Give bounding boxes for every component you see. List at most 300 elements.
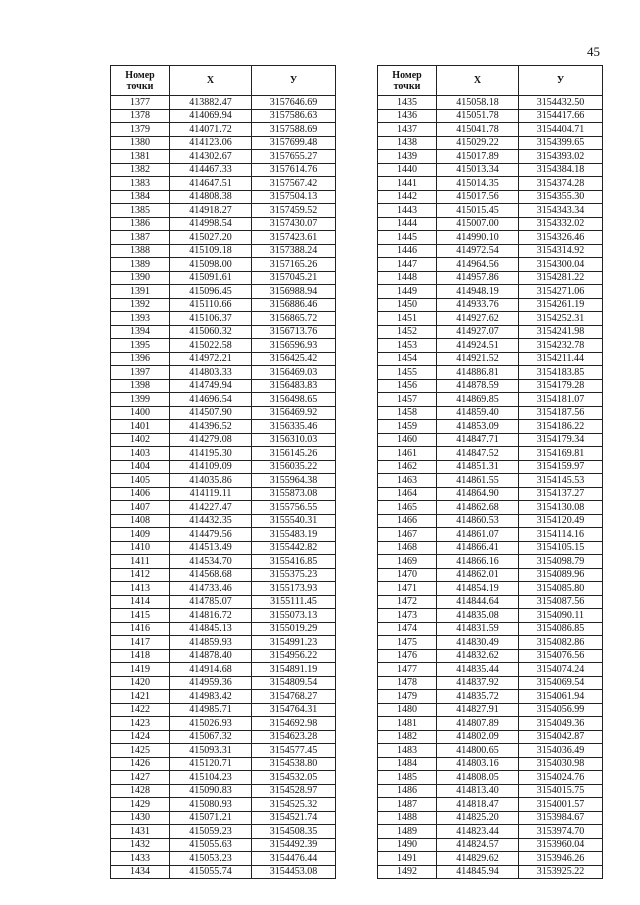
point-number-cell: 1473 (378, 609, 437, 623)
y-coordinate-cell: 3154159.97 (519, 460, 603, 474)
table-row (378, 96, 603, 110)
point-number-cell: 1399 (111, 393, 170, 407)
point-number-cell: 1383 (111, 177, 170, 191)
x-coordinate-cell: 414964.56 (437, 258, 519, 272)
y-coordinate-cell: 3157586.63 (252, 109, 336, 123)
point-number-cell: 1470 (378, 568, 437, 582)
y-coordinate-cell: 3154453.08 (252, 865, 336, 879)
x-coordinate-cell: 415058.18 (437, 96, 519, 110)
y-coordinate-cell: 3156596.93 (252, 339, 336, 353)
x-coordinate-cell: 414861.07 (437, 528, 519, 542)
x-coordinate-cell: 414864.90 (437, 487, 519, 501)
table-row (378, 190, 603, 204)
table-row (378, 852, 603, 866)
y-coordinate-cell: 3154528.97 (252, 784, 336, 798)
x-coordinate-cell: 414816.72 (170, 609, 252, 623)
x-coordinate-cell: 414195.30 (170, 447, 252, 461)
table-row (111, 798, 336, 812)
table-row (111, 352, 336, 366)
table-row (378, 771, 603, 785)
table-row (378, 312, 603, 326)
x-coordinate-cell: 415110.66 (170, 298, 252, 312)
y-coordinate-cell: 3154332.02 (519, 217, 603, 231)
y-coordinate-cell: 3154956.22 (252, 649, 336, 663)
table-row (378, 825, 603, 839)
point-number-cell: 1415 (111, 609, 170, 623)
y-coordinate-cell: 3154577.45 (252, 744, 336, 758)
y-coordinate-cell: 3157588.69 (252, 123, 336, 137)
point-number-cell: 1460 (378, 433, 437, 447)
x-coordinate-cell: 415106.37 (170, 312, 252, 326)
y-coordinate-cell: 3156145.26 (252, 447, 336, 461)
header-y: У (519, 66, 603, 96)
point-number-cell: 1420 (111, 676, 170, 690)
table-row (378, 150, 603, 164)
point-number-cell: 1380 (111, 136, 170, 150)
y-coordinate-cell: 3156713.76 (252, 325, 336, 339)
y-coordinate-cell: 3154105.15 (519, 541, 603, 555)
x-coordinate-cell: 415060.32 (170, 325, 252, 339)
y-coordinate-cell: 3156035.22 (252, 460, 336, 474)
x-coordinate-cell: 414859.93 (170, 636, 252, 650)
y-coordinate-cell: 3154061.94 (519, 690, 603, 704)
point-number-cell: 1442 (378, 190, 437, 204)
x-coordinate-cell: 415067.32 (170, 730, 252, 744)
point-number-cell: 1436 (378, 109, 437, 123)
y-coordinate-cell: 3154024.76 (519, 771, 603, 785)
point-number-cell: 1472 (378, 595, 437, 609)
point-number-cell: 1382 (111, 163, 170, 177)
table-row (378, 136, 603, 150)
table-row (378, 838, 603, 852)
y-coordinate-cell: 3154183.85 (519, 366, 603, 380)
y-coordinate-cell: 3154232.78 (519, 339, 603, 353)
x-coordinate-cell: 415051.78 (437, 109, 519, 123)
point-number-cell: 1381 (111, 150, 170, 164)
table-row (378, 177, 603, 191)
point-number-cell: 1378 (111, 109, 170, 123)
x-coordinate-cell: 415120.71 (170, 757, 252, 771)
table-row (111, 123, 336, 137)
y-coordinate-cell: 3157567.42 (252, 177, 336, 191)
x-coordinate-cell: 414813.40 (437, 784, 519, 798)
point-number-cell: 1391 (111, 285, 170, 299)
point-number-cell: 1482 (378, 730, 437, 744)
x-coordinate-cell: 414860.53 (437, 514, 519, 528)
y-coordinate-cell: 3154001.57 (519, 798, 603, 812)
point-number-cell: 1396 (111, 352, 170, 366)
x-coordinate-cell: 414513.49 (170, 541, 252, 555)
point-number-cell: 1488 (378, 811, 437, 825)
table-row (111, 501, 336, 515)
table-row (378, 730, 603, 744)
x-coordinate-cell: 414831.59 (437, 622, 519, 636)
point-number-cell: 1452 (378, 325, 437, 339)
table-row (111, 379, 336, 393)
table-row (378, 231, 603, 245)
y-coordinate-cell: 3153984.67 (519, 811, 603, 825)
y-coordinate-cell: 3154086.85 (519, 622, 603, 636)
x-coordinate-cell: 414733.46 (170, 582, 252, 596)
point-number-cell: 1446 (378, 244, 437, 258)
x-coordinate-cell: 415071.21 (170, 811, 252, 825)
x-coordinate-cell: 414918.27 (170, 204, 252, 218)
point-number-cell: 1448 (378, 271, 437, 285)
point-number-cell: 1451 (378, 312, 437, 326)
point-number-cell: 1402 (111, 433, 170, 447)
point-number-cell: 1433 (111, 852, 170, 866)
x-coordinate-cell: 414847.71 (437, 433, 519, 447)
x-coordinate-cell: 414227.47 (170, 501, 252, 515)
point-number-cell: 1431 (111, 825, 170, 839)
table-row (378, 663, 603, 677)
table-row (111, 136, 336, 150)
y-coordinate-cell: 3155111.45 (252, 595, 336, 609)
x-coordinate-cell: 415022.58 (170, 339, 252, 353)
y-coordinate-cell: 3154476.44 (252, 852, 336, 866)
point-number-cell: 1400 (111, 406, 170, 420)
point-number-cell: 1388 (111, 244, 170, 258)
coordinates-table-right (377, 65, 603, 879)
x-coordinate-cell: 414862.68 (437, 501, 519, 515)
table-row (111, 325, 336, 339)
table-row (111, 852, 336, 866)
table-row (111, 528, 336, 542)
x-coordinate-cell: 414071.72 (170, 123, 252, 137)
point-number-cell: 1410 (111, 541, 170, 555)
x-coordinate-cell: 414568.68 (170, 568, 252, 582)
point-number-cell: 1461 (378, 447, 437, 461)
table-row (111, 636, 336, 650)
point-number-cell: 1412 (111, 568, 170, 582)
table-row (111, 244, 336, 258)
y-coordinate-cell: 3154374.28 (519, 177, 603, 191)
y-coordinate-cell: 3154281.22 (519, 271, 603, 285)
y-coordinate-cell: 3154384.18 (519, 163, 603, 177)
x-coordinate-cell: 414808.38 (170, 190, 252, 204)
y-coordinate-cell: 3155540.31 (252, 514, 336, 528)
point-number-cell: 1457 (378, 393, 437, 407)
y-coordinate-cell: 3154186.22 (519, 420, 603, 434)
point-number-cell: 1411 (111, 555, 170, 569)
table-row (378, 393, 603, 407)
point-number-cell: 1386 (111, 217, 170, 231)
table-row (111, 541, 336, 555)
point-number-cell: 1429 (111, 798, 170, 812)
y-coordinate-cell: 3154145.53 (519, 474, 603, 488)
y-coordinate-cell: 3156425.42 (252, 352, 336, 366)
x-coordinate-cell: 414823.44 (437, 825, 519, 839)
y-coordinate-cell: 3154326.46 (519, 231, 603, 245)
y-coordinate-cell: 3154521.74 (252, 811, 336, 825)
table-row (378, 487, 603, 501)
table-row (111, 703, 336, 717)
y-coordinate-cell: 3154432.50 (519, 96, 603, 110)
table-row (378, 690, 603, 704)
x-coordinate-cell: 414957.86 (437, 271, 519, 285)
point-number-cell: 1474 (378, 622, 437, 636)
x-coordinate-cell: 415017.56 (437, 190, 519, 204)
x-coordinate-cell: 414479.56 (170, 528, 252, 542)
point-number-cell: 1389 (111, 258, 170, 272)
y-coordinate-cell: 3153974.70 (519, 825, 603, 839)
x-coordinate-cell: 414279.08 (170, 433, 252, 447)
table-row (378, 744, 603, 758)
x-coordinate-cell: 414866.41 (437, 541, 519, 555)
x-coordinate-cell: 414844.64 (437, 595, 519, 609)
x-coordinate-cell: 414830.49 (437, 636, 519, 650)
point-number-cell: 1408 (111, 514, 170, 528)
table-row (378, 649, 603, 663)
y-coordinate-cell: 3154074.24 (519, 663, 603, 677)
x-coordinate-cell: 414800.65 (437, 744, 519, 758)
point-number-cell: 1395 (111, 339, 170, 353)
point-number-cell: 1447 (378, 258, 437, 272)
table-row (111, 96, 336, 110)
table-row (378, 352, 603, 366)
table-row (111, 663, 336, 677)
point-number-cell: 1438 (378, 136, 437, 150)
x-coordinate-cell: 415029.22 (437, 136, 519, 150)
x-coordinate-cell: 414933.76 (437, 298, 519, 312)
point-number-cell: 1466 (378, 514, 437, 528)
y-coordinate-cell: 3154137.27 (519, 487, 603, 501)
y-coordinate-cell: 3154090.11 (519, 609, 603, 623)
table-row (111, 730, 336, 744)
table-row (378, 258, 603, 272)
point-number-cell: 1394 (111, 325, 170, 339)
header-y: У (252, 66, 336, 96)
y-coordinate-cell: 3154120.49 (519, 514, 603, 528)
point-number-cell: 1385 (111, 204, 170, 218)
x-coordinate-cell: 414985.71 (170, 703, 252, 717)
table-row (378, 366, 603, 380)
x-coordinate-cell: 414924.51 (437, 339, 519, 353)
table-row (111, 163, 336, 177)
y-coordinate-cell: 3154891.19 (252, 663, 336, 677)
table-row (111, 109, 336, 123)
y-coordinate-cell: 3156988.94 (252, 285, 336, 299)
y-coordinate-cell: 3154015.75 (519, 784, 603, 798)
point-number-cell: 1432 (111, 838, 170, 852)
table-row (378, 123, 603, 137)
y-coordinate-cell: 3156498.65 (252, 393, 336, 407)
x-coordinate-cell: 414507.90 (170, 406, 252, 420)
y-coordinate-cell: 3154525.32 (252, 798, 336, 812)
table-row (111, 771, 336, 785)
x-coordinate-cell: 414983.42 (170, 690, 252, 704)
table-row (111, 447, 336, 461)
x-coordinate-cell: 415055.74 (170, 865, 252, 879)
table-row (378, 406, 603, 420)
table-row (378, 514, 603, 528)
y-coordinate-cell: 3157423.61 (252, 231, 336, 245)
y-coordinate-cell: 3154114.16 (519, 528, 603, 542)
header-point-number: Номер точки (378, 66, 437, 96)
point-number-cell: 1491 (378, 852, 437, 866)
table-row (111, 514, 336, 528)
table-row (378, 798, 603, 812)
table-row (111, 595, 336, 609)
point-number-cell: 1421 (111, 690, 170, 704)
x-coordinate-cell: 414837.92 (437, 676, 519, 690)
header-row (111, 66, 336, 96)
point-number-cell: 1435 (378, 96, 437, 110)
x-coordinate-cell: 414432.35 (170, 514, 252, 528)
table-row (111, 406, 336, 420)
point-number-cell: 1426 (111, 757, 170, 771)
point-number-cell: 1463 (378, 474, 437, 488)
point-number-cell: 1393 (111, 312, 170, 326)
point-number-cell: 1390 (111, 271, 170, 285)
y-coordinate-cell: 3154179.28 (519, 379, 603, 393)
table-row (111, 744, 336, 758)
table-row (378, 433, 603, 447)
x-coordinate-cell: 414749.94 (170, 379, 252, 393)
y-coordinate-cell: 3154098.79 (519, 555, 603, 569)
y-coordinate-cell: 3154049.36 (519, 717, 603, 731)
x-coordinate-cell: 414878.40 (170, 649, 252, 663)
table-row (378, 501, 603, 515)
x-coordinate-cell: 414119.11 (170, 487, 252, 501)
x-coordinate-cell: 415015.45 (437, 204, 519, 218)
table-row (111, 717, 336, 731)
point-number-cell: 1401 (111, 420, 170, 434)
y-coordinate-cell: 3154179.34 (519, 433, 603, 447)
x-coordinate-cell: 414534.70 (170, 555, 252, 569)
x-coordinate-cell: 414998.54 (170, 217, 252, 231)
point-number-cell: 1419 (111, 663, 170, 677)
x-coordinate-cell: 415093.31 (170, 744, 252, 758)
point-number-cell: 1454 (378, 352, 437, 366)
point-number-cell: 1398 (111, 379, 170, 393)
x-coordinate-cell: 414878.59 (437, 379, 519, 393)
point-number-cell: 1404 (111, 460, 170, 474)
table-row (378, 757, 603, 771)
table-row (111, 609, 336, 623)
table-row (111, 865, 336, 879)
x-coordinate-cell: 414847.52 (437, 447, 519, 461)
x-coordinate-cell: 415053.23 (170, 852, 252, 866)
point-number-cell: 1486 (378, 784, 437, 798)
y-coordinate-cell: 3157646.69 (252, 96, 336, 110)
y-coordinate-cell: 3154030.98 (519, 757, 603, 771)
y-coordinate-cell: 3155964.38 (252, 474, 336, 488)
table-row (111, 811, 336, 825)
table-row (378, 636, 603, 650)
y-coordinate-cell: 3154768.27 (252, 690, 336, 704)
y-coordinate-cell: 3156483.83 (252, 379, 336, 393)
table-row (378, 271, 603, 285)
x-coordinate-cell: 414808.05 (437, 771, 519, 785)
x-coordinate-cell: 415080.93 (170, 798, 252, 812)
table-row (111, 474, 336, 488)
x-coordinate-cell: 415090.83 (170, 784, 252, 798)
table-row (378, 595, 603, 609)
x-coordinate-cell: 415026.93 (170, 717, 252, 731)
y-coordinate-cell: 3154187.56 (519, 406, 603, 420)
y-coordinate-cell: 3155756.55 (252, 501, 336, 515)
point-number-cell: 1417 (111, 636, 170, 650)
point-number-cell: 1422 (111, 703, 170, 717)
y-coordinate-cell: 3154169.81 (519, 447, 603, 461)
point-number-cell: 1492 (378, 865, 437, 879)
y-coordinate-cell: 3154404.71 (519, 123, 603, 137)
point-number-cell: 1464 (378, 487, 437, 501)
x-coordinate-cell: 414785.07 (170, 595, 252, 609)
x-coordinate-cell: 414123.06 (170, 136, 252, 150)
table-row (378, 460, 603, 474)
y-coordinate-cell: 3154042.87 (519, 730, 603, 744)
table-row (378, 339, 603, 353)
x-coordinate-cell: 415055.63 (170, 838, 252, 852)
y-coordinate-cell: 3154532.05 (252, 771, 336, 785)
point-number-cell: 1478 (378, 676, 437, 690)
table-row (378, 447, 603, 461)
table-row (111, 555, 336, 569)
point-number-cell: 1458 (378, 406, 437, 420)
point-number-cell: 1439 (378, 150, 437, 164)
x-coordinate-cell: 414914.68 (170, 663, 252, 677)
x-coordinate-cell: 414396.52 (170, 420, 252, 434)
table-body-left (111, 96, 336, 879)
y-coordinate-cell: 3154809.54 (252, 676, 336, 690)
table-row (378, 217, 603, 231)
x-coordinate-cell: 414845.94 (437, 865, 519, 879)
x-coordinate-cell: 414825.20 (437, 811, 519, 825)
x-coordinate-cell: 414862.01 (437, 568, 519, 582)
x-coordinate-cell: 414927.07 (437, 325, 519, 339)
table-row (111, 582, 336, 596)
x-coordinate-cell: 414803.16 (437, 757, 519, 771)
point-number-cell: 1418 (111, 649, 170, 663)
x-coordinate-cell: 414990.10 (437, 231, 519, 245)
table-row (111, 460, 336, 474)
table-row (111, 217, 336, 231)
x-coordinate-cell: 414927.62 (437, 312, 519, 326)
x-coordinate-cell: 415098.00 (170, 258, 252, 272)
point-number-cell: 1462 (378, 460, 437, 474)
point-number-cell: 1440 (378, 163, 437, 177)
coordinates-table-left (110, 65, 336, 879)
table-row (111, 838, 336, 852)
table-row (111, 204, 336, 218)
point-number-cell: 1475 (378, 636, 437, 650)
y-coordinate-cell: 3157388.24 (252, 244, 336, 258)
table-row (111, 177, 336, 191)
table-row (378, 420, 603, 434)
table-row (111, 271, 336, 285)
point-number-cell: 1413 (111, 582, 170, 596)
x-coordinate-cell: 414647.51 (170, 177, 252, 191)
x-coordinate-cell: 414835.72 (437, 690, 519, 704)
x-coordinate-cell: 414807.89 (437, 717, 519, 731)
x-coordinate-cell: 414851.31 (437, 460, 519, 474)
point-number-cell: 1479 (378, 690, 437, 704)
point-number-cell: 1489 (378, 825, 437, 839)
header-x: X (437, 66, 519, 96)
point-number-cell: 1425 (111, 744, 170, 758)
y-coordinate-cell: 3156335.46 (252, 420, 336, 434)
y-coordinate-cell: 3154508.35 (252, 825, 336, 839)
x-coordinate-cell: 414869.85 (437, 393, 519, 407)
table-row (111, 339, 336, 353)
point-number-cell: 1456 (378, 379, 437, 393)
x-coordinate-cell: 415007.00 (437, 217, 519, 231)
table-row (378, 528, 603, 542)
x-coordinate-cell: 414035.86 (170, 474, 252, 488)
y-coordinate-cell: 3154492.39 (252, 838, 336, 852)
